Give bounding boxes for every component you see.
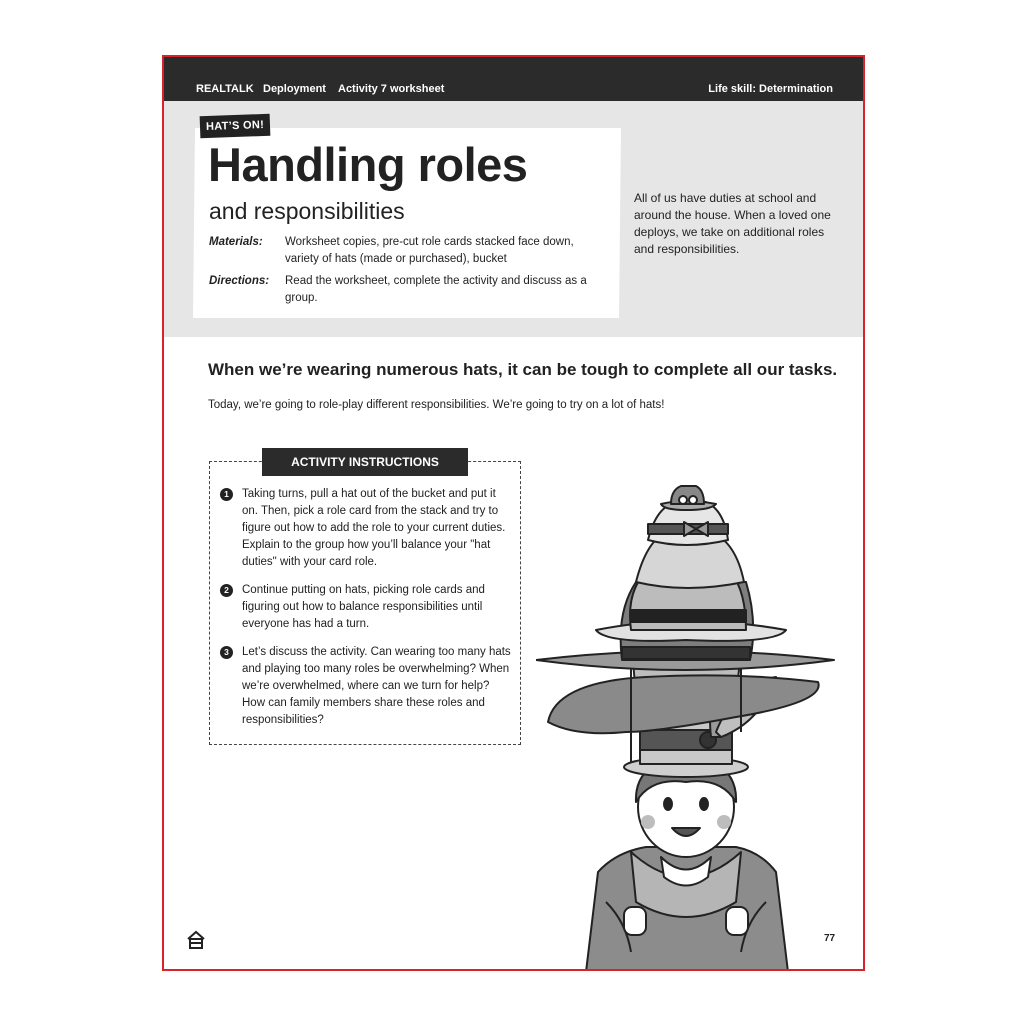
step-text: Continue putting on hats, picking role cards and figuring out how to balance responsibilities until everyone has had a turn.	[242, 584, 485, 630]
instructions-heading: ACTIVITY INSTRUCTIONS	[262, 448, 468, 476]
step-number-badge: 3	[220, 646, 233, 659]
worksheet-page	[162, 55, 865, 971]
stacked-hats-illustration	[536, 432, 836, 971]
section-label: Deployment	[263, 83, 326, 95]
page-number: 77	[824, 933, 836, 944]
brand-label: REALTALK	[196, 83, 254, 95]
page-subtitle: and responsibilities	[209, 198, 405, 224]
page-title: Handling roles	[208, 138, 528, 191]
step-number-badge: 1	[220, 488, 233, 501]
home-icon	[186, 930, 206, 950]
materials-label: Materials:	[209, 236, 263, 248]
intro-text: All of us have duties at school and around the house. When a loved one deploys, we take on additional roles and responsibilities.	[634, 191, 831, 256]
directions-label: Directions:	[209, 275, 270, 287]
body-lead: Today, we’re going to role-play different responsibilities. We’re going to try on a lot of hats!	[208, 399, 665, 411]
step-number-badge: 2	[220, 584, 233, 597]
header-bar	[164, 57, 863, 101]
hats-on-tag: HAT’S ON!	[200, 114, 271, 138]
step-text: Taking turns, pull a hat out of the bucket and put it on. Then, pick a role card from the stack and try to figure out how to add the role to your current duties. Explain to the group how you’ll balance your "hat duties" with your card role.	[242, 488, 506, 568]
body-headline: When we’re wearing numerous hats, it can be tough to complete all our tasks.	[208, 360, 838, 379]
step-text: Let’s discuss the activity. Can wearing too many hats and playing too many roles be overwhelming? When we’re overwhelmed, where can we turn for help? How can family members share these roles and responsibilities?	[242, 646, 511, 726]
directions-text: Read the worksheet, complete the activity and discuss as a group.	[285, 275, 587, 304]
life-skill-label: Life skill: Determination	[708, 83, 833, 95]
materials-text: Worksheet copies, pre-cut role cards stacked face down, variety of hats (made or purchased), bucket	[285, 236, 574, 265]
activity-label: Activity 7 worksheet	[338, 83, 445, 95]
